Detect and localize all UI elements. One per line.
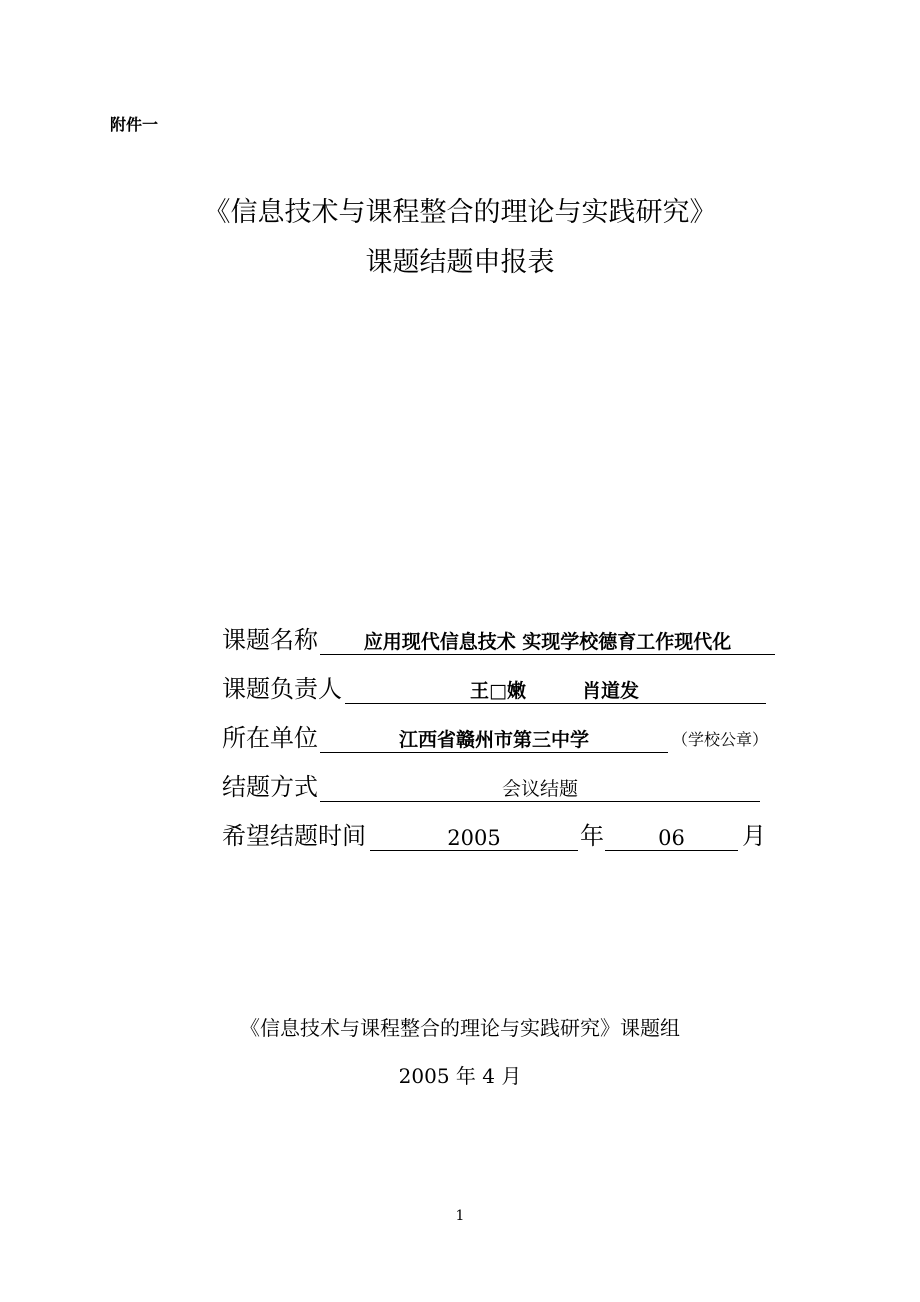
leader-name-1: 王□嫩 [470,680,526,702]
unit-value: 江西省赣州市第三中学 [320,728,668,753]
leader-label: 课题负责人 [222,675,342,703]
page-number: 1 [455,1208,465,1224]
footer-date: 2005 年 4 月 [398,1064,522,1088]
topic-name-value: 应用现代信息技术 实现学校德育工作现代化 [320,630,775,655]
footer-organization: 《信息技术与课程整合的理论与实践研究》课题组 [240,1016,680,1040]
method-label: 结题方式 [222,773,318,801]
document-title-line-1: 《信息技术与课程整合的理论与实践研究》 [203,197,717,228]
school-seal-note: （学校公章） [672,730,769,749]
document-title-line-2: 课题结题申报表 [365,247,555,278]
year-unit: 年 [580,822,604,850]
method-value: 会议结题 [320,777,760,802]
topic-name-label: 课题名称 [222,626,318,654]
leader-value-line [345,679,766,704]
expected-time-label: 希望结题时间 [222,822,366,850]
unit-label: 所在单位 [222,724,318,752]
expected-year-value: 2005 [370,826,578,851]
attachment-label: 附件一 [110,115,159,134]
expected-month-value: 06 [605,826,738,851]
month-unit: 月 [742,822,766,850]
leader-name-2: 肖道发 [582,680,640,702]
